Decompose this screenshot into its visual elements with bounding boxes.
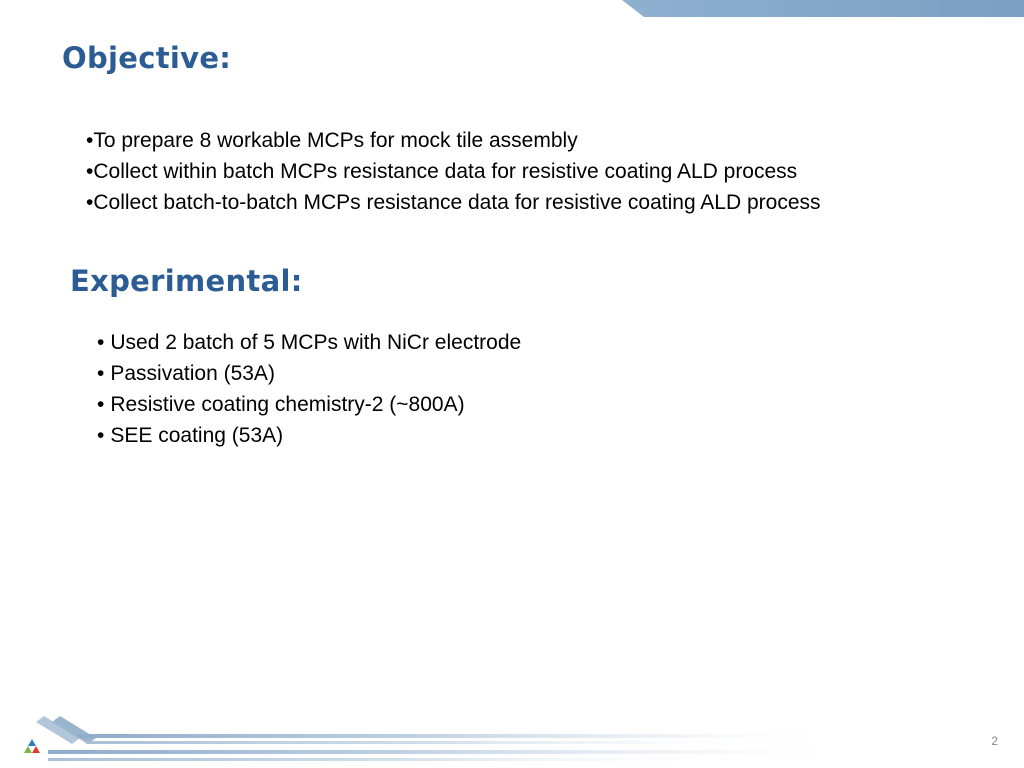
objective-item-text: To prepare 8 workable MCPs for mock tile assembly — [93, 129, 578, 152]
bullet-icon: • — [97, 424, 105, 447]
bullet-icon: • — [86, 160, 94, 183]
footer-decoration — [0, 708, 1024, 768]
experimental-item-text: Used 2 batch of 5 MCPs with NiCr electrode — [110, 331, 522, 354]
objective-bullet-list — [86, 125, 821, 218]
list-item — [97, 327, 521, 358]
list-item — [97, 358, 521, 389]
list-item — [97, 420, 521, 451]
bullet-icon: • — [97, 331, 105, 354]
experimental-bullet-list — [97, 327, 521, 451]
bullet-icon: • — [86, 191, 94, 214]
objective-item-text: Collect batch-to-batch MCPs resistance data for resistive coating ALD process — [93, 191, 821, 214]
bullet-icon: • — [86, 129, 94, 152]
experimental-heading: Experimental: — [70, 264, 303, 298]
list-item — [86, 125, 821, 156]
experimental-item-text: Resistive coating chemistry-2 (~800A) — [110, 393, 465, 416]
objective-item-text: Collect within batch MCPs resistance data for resistive coating ALD process — [93, 160, 798, 183]
list-item — [86, 187, 821, 218]
bullet-icon: • — [97, 362, 105, 385]
list-item — [97, 389, 521, 420]
top-accent-bar — [0, 0, 1024, 20]
list-item — [86, 156, 821, 187]
objective-heading: Objective: — [62, 41, 232, 75]
bullet-icon: • — [97, 393, 105, 416]
argonne-triangle-logo-icon — [24, 739, 40, 753]
experimental-item-text: Passivation (53A) — [110, 362, 275, 385]
experimental-item-text: SEE coating (53A) — [110, 424, 284, 447]
page-number: 2 — [991, 734, 998, 748]
